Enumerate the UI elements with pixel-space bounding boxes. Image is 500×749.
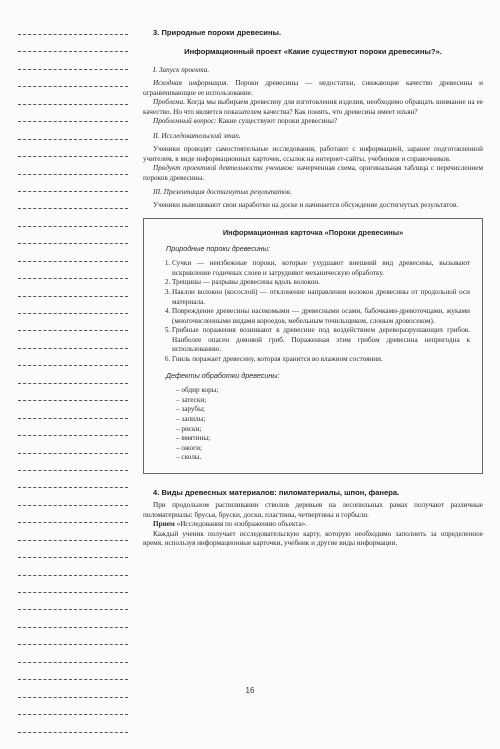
margin-note-line [18,330,128,331]
margin-note-line [18,732,128,733]
stage-1-title: I. Запуск проекта. [153,66,210,74]
margin-note-line [18,191,128,192]
section-4-paragraph-2: Каждый ученик получает исследовательскую карту, которую необходимо заполнить за определенное время, используя информационные карточки, учебник и другие виды информации. [143,529,483,548]
list-item: – вмятины; [176,434,211,443]
margin-note-line [18,627,128,628]
margin-note-line [18,383,128,384]
processing-defects-list [156,386,470,463]
margin-note-lines [18,34,128,749]
margin-note-line [18,714,128,715]
margin-note-line [18,243,128,244]
stage-2-paragraph: Ученики проводят самостоятельные исследования, работают с информацией, заранее подготовленной учителем, в виде информационных карточек, ссылок на интернет-сайты, учебников и справочников. [143,144,483,163]
initial-info-paragraph [143,79,483,98]
list-item: – обдир коры; [176,386,219,395]
margin-note-line [18,505,128,506]
margin-note-line [18,453,128,454]
margin-note-line [18,400,128,401]
processing-defects-title: Дефекты обработки древесины: [166,370,280,380]
card-title: Информационная карточка «Пороки древесины» [222,227,404,237]
stage-3-title: III. Презентация достигнутых результатов. [153,188,292,197]
margin-note-line [18,261,128,262]
list-item: – зарубы; [176,405,205,414]
list-item: – затески; [176,395,207,404]
project-title: Информационный проект «Какие существуют пороки древесины?». [184,47,442,56]
method-label: Прием [153,520,175,529]
margin-note-line [18,418,128,419]
margin-note-line [18,69,128,70]
margin-note-line [18,644,128,645]
margin-note-line [18,121,128,122]
natural-defects-title: Природные пороки древесины: [166,243,271,253]
margin-note-line [18,278,128,279]
method-text: «Исследования по изображению объекта». [174,520,308,529]
product-label: Продукт проектной деятельности учеников: [153,164,295,173]
initial-info-text: Пороки древесины — недостатки, снижающие качество древесины и ограничивающие ее использование. [143,79,483,97]
info-card [143,218,483,474]
list-item: – запилы; [176,415,206,424]
margin-note-line [18,104,128,105]
product-text: начерченная схема, оригинальная таблица с перечислением пороков древесины. [143,164,483,182]
margin-note-line [18,226,128,227]
section-4-paragraph: При продольном распиливании стволов деревьев на лесопильных рамах получают различные пиломатериалы: брусья, бруски, доски, пластины, четвертины и горбыли. [143,501,483,519]
list-item: 1. Сучки — неизбежные пороки, которые ухудшают внешний вид древесины, вызывают искривление годичных слоев и затрудняют механическую обработку. [172,259,470,278]
method-paragraph [143,520,483,530]
margin-note-line [18,156,128,157]
list-item: 2. Трещины — разрывы древесины вдоль волокон. [172,278,470,288]
margin-note-line [18,679,128,680]
list-item: 5. Грибные поражения возникают в древесине под воздействием дереворазрушающих грибов. Наиболее опасен домовой гриб. Пораженная этим грибом древесина непригодна к использованию. [172,326,470,355]
product-paragraph [143,164,483,183]
list-item: – ожоги; [176,443,202,452]
margin-note-line [18,697,128,698]
margin-note-line [18,208,128,209]
list-item: 3. Наклон волокон (косослой) — отклонение направления волокон древесины от продольной оси материала. [172,288,470,307]
margin-note-line [18,592,128,593]
page-number: 16 [245,686,255,695]
list-item: 6. Гниль поражает древесину, которая хранится во влажном состоянии. [172,355,470,365]
margin-note-line [18,296,128,297]
problem-question-label: Проблемный вопрос: [153,117,217,126]
margin-note-line [18,609,128,610]
problem-question-paragraph [143,117,483,127]
margin-note-line [18,522,128,523]
list-item: – риски; [176,424,202,433]
margin-note-line [18,174,128,175]
section-3-title: 3. Природные пороки древесины. [153,28,282,37]
margin-note-line [18,51,128,52]
initial-info-label: Исходная информация. [153,79,229,87]
problem-question-text: Какие существуют пороки древесины? [216,117,338,126]
list-item: 4. Повреждение древесины насекомыми — древесными осами, бабочками-древоточцами, жуками (многочисленными видами короедов, мебельным точильщиком, слоным дровосеком). [172,307,470,326]
stage-2-title: II. Исследовательский этап. [153,131,241,140]
problem-label: Проблема. [153,98,186,107]
margin-note-line [18,470,128,471]
margin-note-line [18,34,128,35]
page-content [143,28,483,549]
stage-3-paragraph: Ученики вывешивают свои наработки на доске и начинается обсуждение достигнутых результатов. [153,201,459,210]
margin-note-line [18,540,128,541]
margin-note-line [18,662,128,663]
section-4-title: 4. Виды древесных материалов: пиломатериалы, шпон, фанера. [153,488,400,497]
problem-text: Когда мы выбираем древесину для изготовления изделия, необходимо обращать внимание на ее качество. Но что является показателем качества? Как понять, что древесина имеет изъян? [143,98,483,116]
margin-note-line [18,487,128,488]
margin-note-line [18,313,128,314]
margin-note-line [18,86,128,87]
margin-note-line [18,575,128,576]
margin-note-line [18,348,128,349]
margin-note-line [18,365,128,366]
margin-note-line [18,139,128,140]
margin-note-line [18,557,128,558]
problem-paragraph [143,98,483,117]
list-item: – сколы. [176,453,202,462]
margin-note-line [18,435,128,436]
natural-defects-list [156,259,470,365]
